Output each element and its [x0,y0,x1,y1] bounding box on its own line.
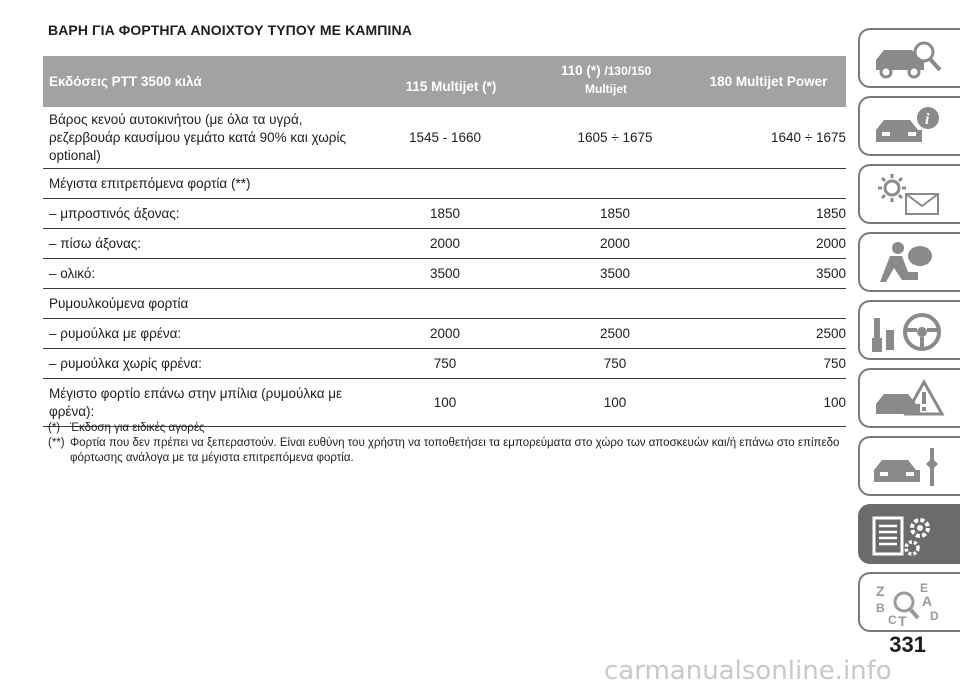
header-110-130-150-multijet [531,56,681,107]
cell-value: 2000 [429,236,461,251]
cell-value: 100 [603,395,627,410]
row-label: – πίσω άξονας: [49,235,142,251]
cell-value: 3500 [599,266,631,281]
page-number: 331 [889,632,926,657]
car-breakdown-icon [868,374,948,424]
row-label: Βάρος κενού αυτοκινήτου (με όλα τα υγρά, ρεζερβουάρ καυσίμου γεμάτο κατά 90% και χωρίς optional) [49,111,346,163]
row-label: – ρυμούλκα χωρίς φρένα: [49,355,202,371]
row-label: Ρυμουλκούμενα φορτία [49,295,189,311]
weights-table [43,107,846,427]
tab-dashboard-lights[interactable] [858,164,960,224]
tab-breakdown[interactable] [858,368,960,428]
cell-value: 2500 [815,326,846,341]
cell-value: 1545 - 1660 [408,130,482,145]
table-row [43,259,846,289]
cell-value: 1850 [429,206,461,221]
table-row [43,229,846,259]
footnote-key: (*) [48,422,61,434]
footnotes [48,421,848,466]
cell-value: 3500 [429,266,461,281]
tab-technical-data[interactable] [858,504,960,564]
cell-value: 3500 [815,266,846,281]
cell-value: 100 [433,395,457,410]
cell-value: 1850 [815,206,846,221]
car-info-icon [868,102,948,152]
header-115-multijet: 115 Multijet (*) [405,79,497,94]
row-label: – ρυμούλκα με φρένα: [49,325,182,341]
index-letter: C [888,613,897,627]
index-letter: B [876,601,885,615]
index-icon [868,578,948,628]
cell-value: 1640 ÷ 1675 [771,130,846,145]
car-search-icon [868,34,948,84]
cell-value: 1605 ÷ 1675 [577,130,653,145]
airbag-seat-icon [868,238,948,288]
index-letter: Z [876,583,885,599]
index-letter: A [922,593,933,609]
header-130-150-label: /130/150 [604,63,652,78]
table-row [43,319,846,349]
page-title: ΒΑΡΗ ΓΙΑ ΦΟΡΤΗΓΑ ΑΝΟΙΧΤΟΥ ΤΥΠΟΥ ΜΕ ΚΑΜΠΙΝΑ [48,22,412,38]
table-row [43,289,846,319]
technical-data-icon [868,510,948,560]
tab-airbag[interactable] [858,232,960,292]
table-row [43,107,846,169]
cell-value: 2000 [429,326,461,341]
footnote-key: (**) [48,437,65,449]
cell-value: 2000 [815,236,846,251]
header-180-multijet-power: 180 Multijet Power [709,74,828,89]
cell-value: 2000 [599,236,631,251]
tab-steering[interactable] [858,300,960,360]
index-letter: T [898,613,907,628]
footnote-text: Έκδοση για ειδικές αγορές [70,422,205,434]
cell-value: 750 [603,356,627,371]
cell-value: 2500 [599,326,631,341]
cell-value: 750 [823,356,846,371]
table-row [43,199,846,229]
row-label: Μέγιστα επιτρεπόμενα φορτία (**) [49,175,251,191]
tab-index[interactable] [858,572,960,632]
footnote-text: Φορτία που δεν πρέπει να ξεπεραστούν. Είναι ευθύνη του χρήστη να τοποθετήσει τα εμπορεύματα στο χώρο των αποσκευών και/ή επάνω στο επίπεδο φόρτωσης ανάλογα με τα μέγιστα επιτρεπόμενα φορτία. [70,437,840,464]
tab-car-info[interactable] [858,96,960,156]
index-letter: D [930,609,939,623]
table-row [43,349,846,379]
watermark: carmanualsonline.info [604,656,892,686]
row-label: – ολικό: [49,265,96,281]
table-row [43,379,846,427]
tab-maintenance[interactable] [858,436,960,496]
header-multijet-label: Multijet [585,81,627,96]
header-versions: Εκδόσεις PTT 3500 κιλά [49,74,202,89]
footnote [48,436,848,466]
table-row [43,169,846,199]
svg-text:i: i [925,111,930,128]
footnote [48,421,848,436]
dashboard-lights-icon [868,170,948,220]
tab-car-search[interactable] [858,28,960,88]
cell-value: 100 [823,395,846,410]
cell-value: 1850 [599,206,631,221]
cell-value: 750 [433,356,457,371]
car-maintenance-icon [868,442,948,492]
index-letter: E [920,581,929,595]
steering-wheel-icon [868,306,948,356]
row-label: – μπροστινός άξονας: [49,205,180,221]
header-110-label: 110 (*) [560,62,605,78]
table-header [43,56,846,107]
row-label: Μέγιστο φορτίο επάνω στην μπίλια (ρυμούλκα με φρένα): [49,385,343,419]
